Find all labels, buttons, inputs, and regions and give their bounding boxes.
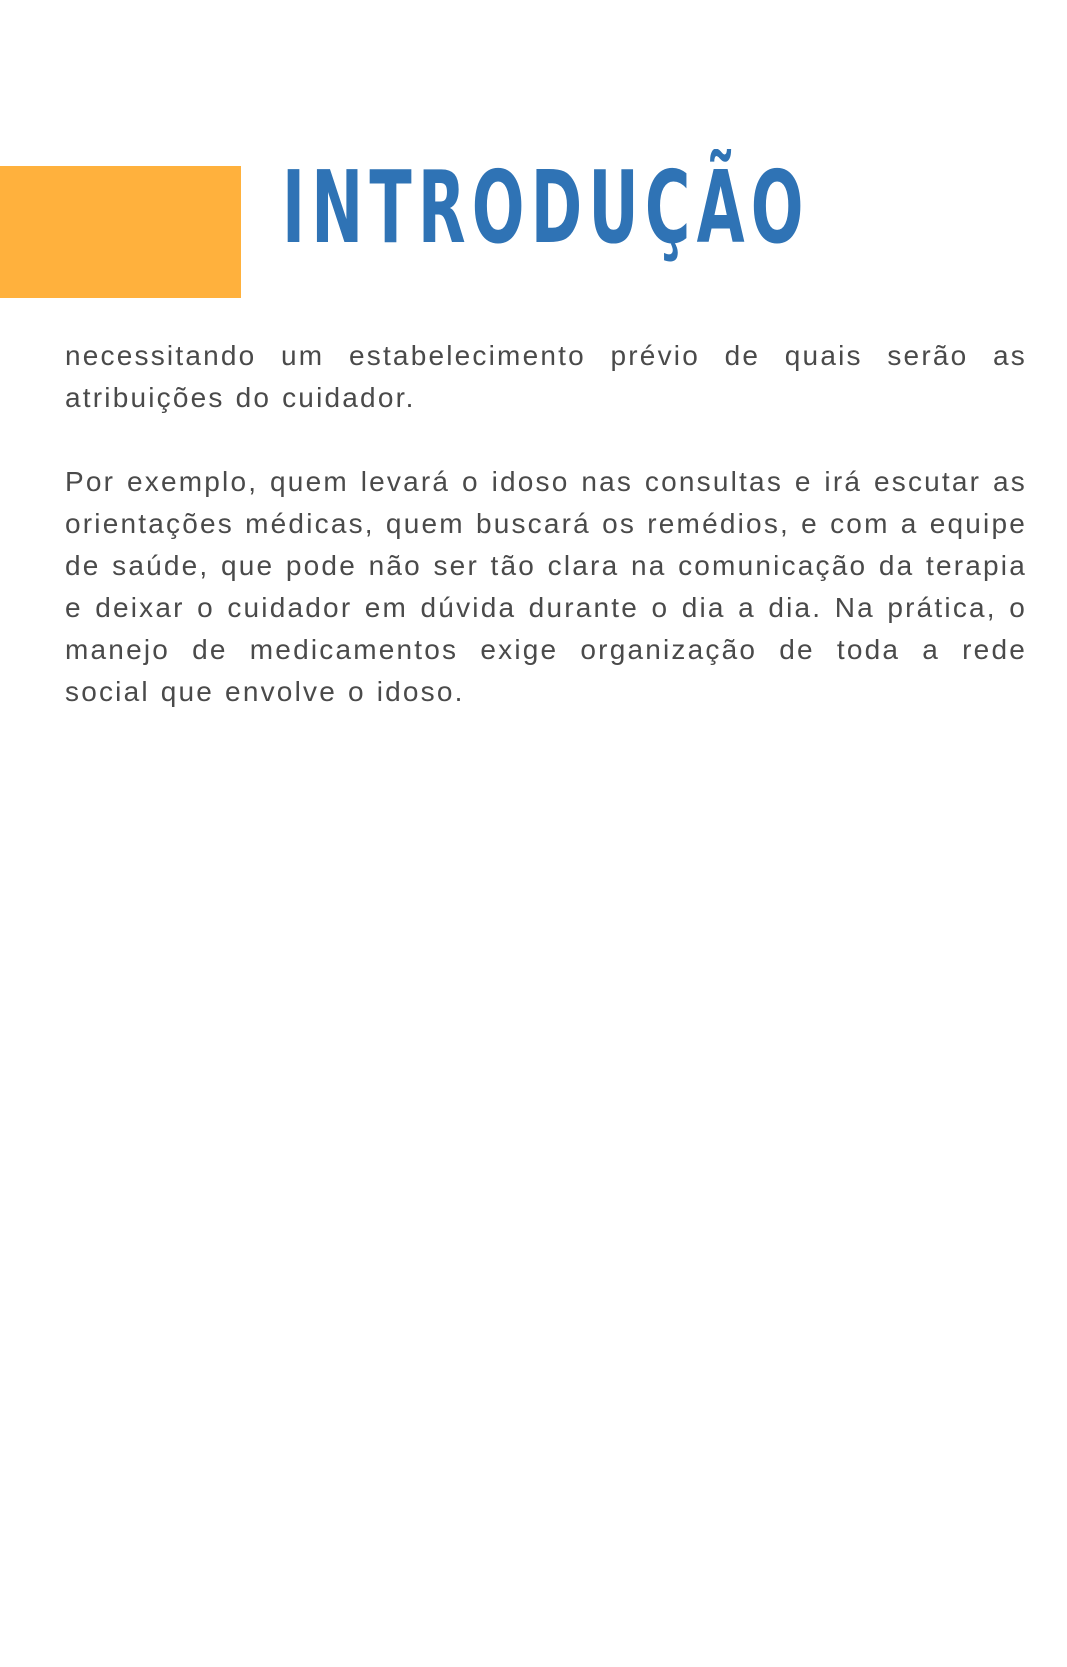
accent-bar xyxy=(0,166,241,298)
paragraph: Por exemplo, quem levará o idoso nas consultas e irá escutar as orientações médicas, quem buscará os remédios, e com a equipe de saúde, que pode não ser tão clara na comunicação da terapia e deixar o cuidador em dúvida durante o dia a dia. Na prática, o manejo de medicamentos exige organização de toda a rede social que envolve o idoso. xyxy=(65,466,1027,707)
body-text xyxy=(65,335,1027,755)
page-title: INTRODUÇÃO xyxy=(282,149,810,266)
paragraph: necessitando um estabelecimento prévio de quais serão as atribuições do cuidador. xyxy=(65,340,1027,413)
